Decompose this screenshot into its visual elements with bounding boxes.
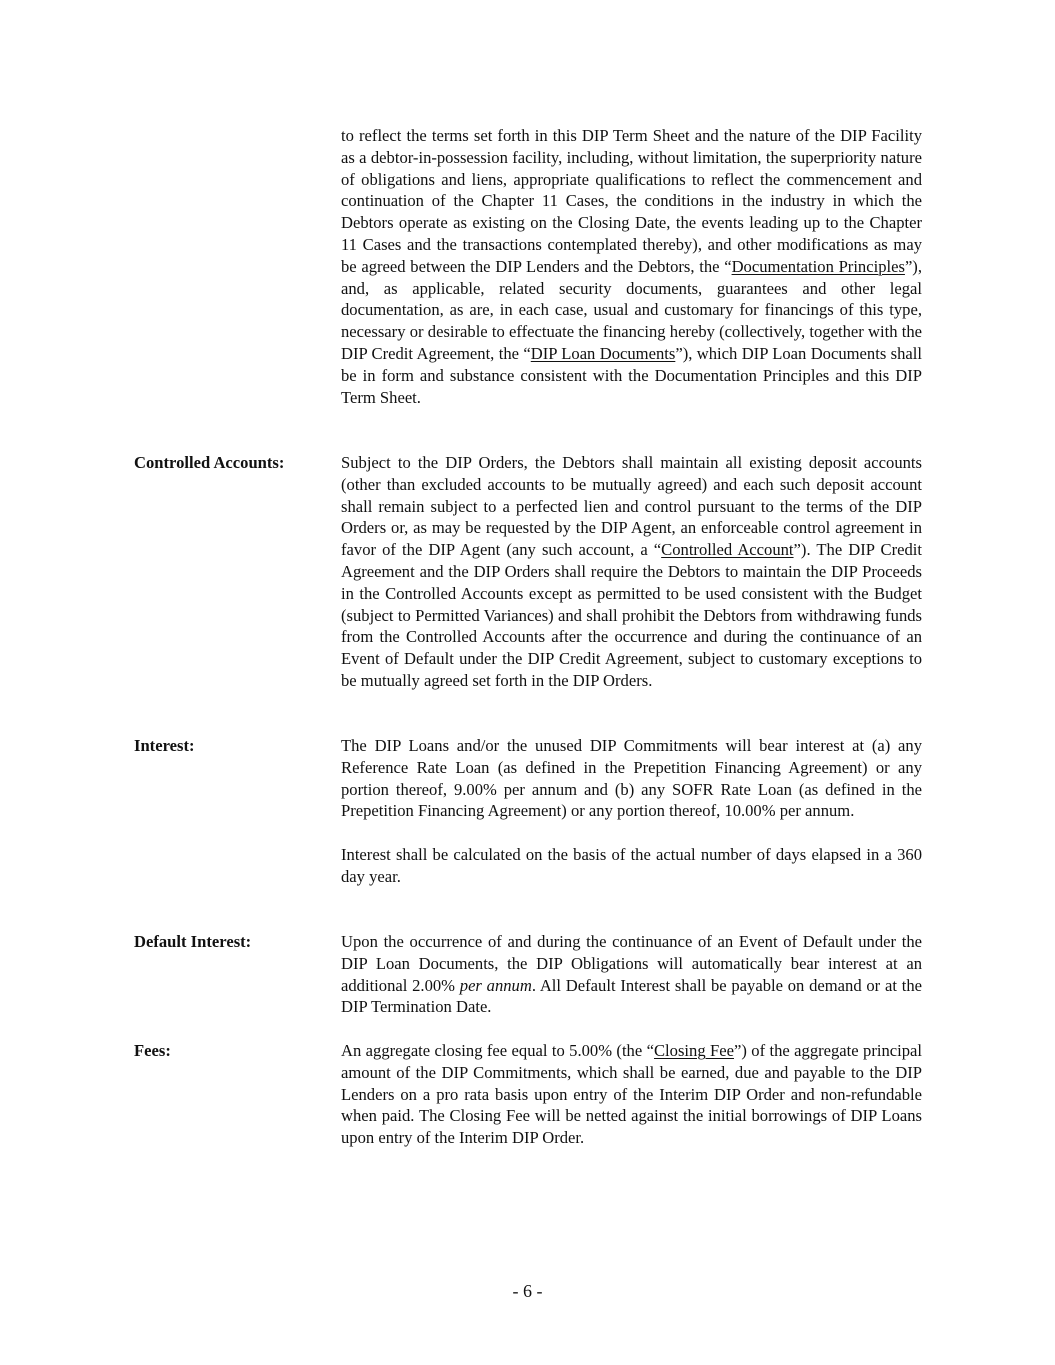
page-number: - 6 -: [512, 1281, 543, 1301]
term-label: Interest:: [134, 736, 195, 755]
text-run: ”). The DIP Credit Agreement and the DIP Orders shall require the Debtors to maintain the DIP Proceeds in the Controlled Accounts except as permitted to be used consistent with the Budget (subject to Permitted Variances) and shall prohibit the Debtors from withdrawing funds from the Controlled Accounts after the occurrence and during the continuance of an Event of Default under the DIP Credit Agreement, subject to customary exceptions to be mutually agreed set forth in the DIP Orders.: [341, 540, 922, 690]
body-paragraph: [341, 931, 922, 1018]
body-paragraph: [341, 125, 922, 408]
defined-term: DIP Loan Documents: [530, 343, 676, 363]
text-run: ”), and, as applicable, related security documents, guarantees and other legal documentation, as are, in each case, usual and customary for financings of this type, necessary or desirable to effectuate the financing hereby (collectively, together with the DIP Credit Agreement, the “: [341, 256, 922, 363]
body-paragraph: [341, 452, 922, 692]
text-run: Upon the occurrence of and during the continuance of an Event of Default under the DIP Loan Documents, the DIP Obligations will automatically bear interest at an additional 2.00%: [341, 932, 922, 995]
body-paragraph: [341, 844, 922, 888]
text-run: . All Default Interest shall be payable on demand or at the DIP Termination Date.: [341, 975, 922, 1017]
defined-term: Documentation Principles: [731, 256, 905, 276]
text-run: An aggregate closing fee equal to 5.00% (the “: [341, 1041, 654, 1060]
body-paragraph: [341, 735, 922, 822]
defined-term: Controlled Account: [661, 540, 794, 560]
body-paragraph: [341, 1040, 922, 1149]
text-run: ”), which DIP Loan Documents shall be in form and substance consistent with the Documentation Principles and this DIP Term Sheet.: [341, 343, 922, 407]
term-body: [341, 125, 922, 408]
term-body: [341, 735, 922, 888]
text-run: ”) of the aggregate principal amount of the DIP Commitments, which shall be earned, due and payable to the DIP Lenders on a pro rata basis upon entry of the Interim DIP Order and non-refundable when paid. The Closing Fee will be netted against the initial borrowings of DIP Loans upon entry of the Interim DIP Order.: [341, 1041, 923, 1148]
term-body: [341, 1040, 922, 1149]
term-label: Default Interest:: [134, 932, 252, 951]
text-run: The DIP Loans and/or the unused DIP Commitments will bear interest at (a) any Reference Rate Loan (as defined in the Prepetition Financing Agreement) or any portion thereof, 9.00% per annum and (b) any SOFR Rate Loan (as defined in the Prepetition Financing Agreement) or any portion thereof, 10.00% per annum.: [341, 736, 922, 821]
defined-term: Closing Fee: [653, 1041, 734, 1060]
text-run: Subject to the DIP Orders, the Debtors shall maintain all existing deposit accounts (other than excluded accounts to be mutually agreed) and each such deposit account shall remain subject to a perfected lien and control pursuant to the terms of the DIP Orders or, as may be requested by the DIP Agent, an enforceable control agreement in favor of the DIP Agent (any such account, a “: [341, 453, 922, 560]
term-body: [341, 452, 922, 692]
text-run: to reflect the terms set forth in this DIP Term Sheet and the nature of the DIP Facility as a debtor-in-possession facility, including, without limitation, the superpriority nature of obligations and liens, appropriate qualifications to reflect the commencement and continuation of the Chapter 11 Cases, the conditions in the industry in which the Debtors operate as existing on the Closing Date, the events leading up to the Chapter 11 Cases and the transactions contemplated thereby), and other modifications as may be agreed between the DIP Lenders and the Debtors, the “: [341, 126, 922, 276]
term-body: [341, 931, 922, 1018]
italic-text: per annum: [459, 975, 532, 995]
text-run: Interest shall be calculated on the basis of the actual number of days elapsed in a 360 day year.: [341, 844, 922, 886]
term-label: Fees:: [134, 1041, 171, 1060]
term-label: Controlled Accounts:: [134, 453, 285, 472]
